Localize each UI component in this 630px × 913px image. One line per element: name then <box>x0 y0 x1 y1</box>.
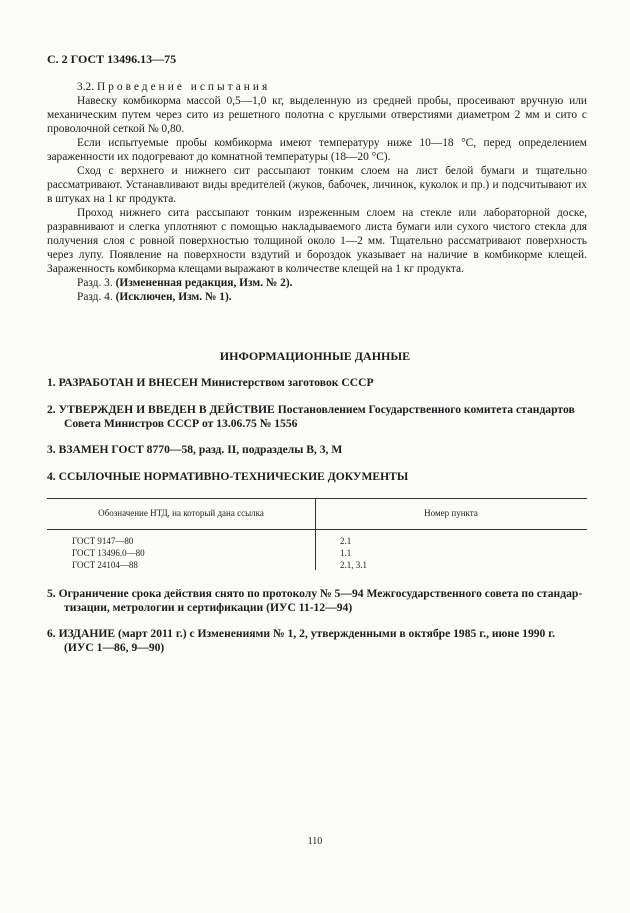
item-number: 1. <box>47 376 56 389</box>
paragraph: Проход нижнего сита рассыпают тонким изреженным слоем на стекле или лабораторной доске, разравнивают и слегка уплотняют с помощью накладываемого листа бумаги или сухого чистого стекла для получения слоя с ровной поверхностью толщиной около 1—2 мм. Тщательно рассматривают поверхность через лупу. Появление на поверхности вздутий и бороздок указывает на наличие в комбикорме клещей. Зараженность комбикорма клещами выражают в количестве клещей на 1 кг продукта. <box>47 207 587 275</box>
cell-doc: ГОСТ 9147—80 <box>72 536 134 546</box>
table-row <box>47 560 587 572</box>
amendment-note <box>77 276 587 290</box>
note-label: Разд. 4. <box>77 291 113 303</box>
item-text-continued: Совета Министров СССР от 13.06.75 № 1556 <box>64 417 298 430</box>
cell-point: 1.1 <box>340 548 352 558</box>
item-text: Постановлением Государственного комитета стандартов <box>277 403 575 416</box>
cell-point: 2.1, 3.1 <box>340 560 367 570</box>
cell-doc: ГОСТ 24104—88 <box>72 560 138 570</box>
paragraph: Сход с верхнего и нижнего сит рассыпают тонким слоем на лист белой бумаги и тщательно рассматривают. Устанавливают виды вредителей (жуков, бабочек, личинок, куколок и пр.) и подсчитывают их в штуках на 1 кг продукта. <box>47 165 587 205</box>
table-header <box>47 498 587 530</box>
info-title: ИНФОРМАЦИОННЫЕ ДАННЫЕ <box>219 349 411 363</box>
note-text: (Измененная редакция, Изм. № 2). <box>115 277 293 289</box>
item-text: ИЗДАНИЕ (март 2011 г.) с Изменениями № 1, 2, утвержденными в октябре 1985 г., июне 1990 г. <box>58 627 556 640</box>
note-text: (Исключен, Изм. № 1). <box>115 291 232 303</box>
item-text: Ограничение срока действия снято по протоколу № 5—94 Межгосударственного совета по стандар- <box>58 587 583 600</box>
paragraph: Если испытуемые пробы комбикорма имеют температуру ниже 10—18 °С, перед определением зараженности их подогревают до комнатной температуры (18—20 °С). <box>47 137 587 163</box>
section-title <box>77 80 587 94</box>
references-table <box>47 498 587 572</box>
item-number: 2. <box>47 403 56 416</box>
info-item-4 <box>47 470 592 484</box>
info-item-5 <box>47 587 592 615</box>
item-number: 6. <box>47 627 56 640</box>
info-item-3 <box>47 443 592 457</box>
table-row <box>47 536 587 548</box>
item-text-continued: тизации, метрологии и сертификации (ИУС 11-12—94) <box>64 601 353 614</box>
header-point: Номер пункта <box>424 508 478 518</box>
item-text-continued: (ИУС 1—86, 9—90) <box>64 641 165 654</box>
cell-point: 2.1 <box>340 536 352 546</box>
table-row <box>47 548 587 560</box>
amendment-note <box>77 290 587 304</box>
page-header: С. 2 ГОСТ 13496.13—75 <box>47 52 177 66</box>
section-3-2 <box>47 80 587 304</box>
header-doc: Обозначение НТД, на который дана ссылка <box>98 508 264 518</box>
section-number: 3.2. <box>77 81 95 93</box>
item-number: 4. <box>47 470 56 483</box>
cell-doc: ГОСТ 13496.0—80 <box>72 548 145 558</box>
item-text: ССЫЛОЧНЫЕ НОРМАТИВНО-ТЕХНИЧЕСКИЕ ДОКУМЕНТЫ <box>58 470 409 483</box>
page-number: 110 <box>307 836 323 847</box>
info-item-2 <box>47 403 592 431</box>
item-text: Министерством заготовок СССР <box>200 376 374 389</box>
item-number: 5. <box>47 587 56 600</box>
item-lead: УТВЕРЖДЕН И ВВЕДЕН В ДЕЙСТВИЕ <box>58 403 275 416</box>
item-lead: РАЗРАБОТАН И ВНЕСЕН <box>58 376 198 389</box>
section-title-text: Проведение испытания <box>96 81 271 93</box>
info-item-6 <box>47 627 592 655</box>
info-item-1 <box>47 376 592 390</box>
item-number: 3. <box>47 443 56 456</box>
item-text: ВЗАМЕН ГОСТ 8770—58, разд. II, подразделы В, 3, М <box>58 443 343 456</box>
note-label: Разд. 3. <box>77 277 113 289</box>
paragraph: Навеску комбикорма массой 0,5—1,0 кг, выделенную из средней пробы, просеивают вручную или механическим путем через сито из решетного полотна с круглыми отверстиями диаметром 2 мм и сито с проволочной сеткой № 0,80. <box>47 95 587 135</box>
